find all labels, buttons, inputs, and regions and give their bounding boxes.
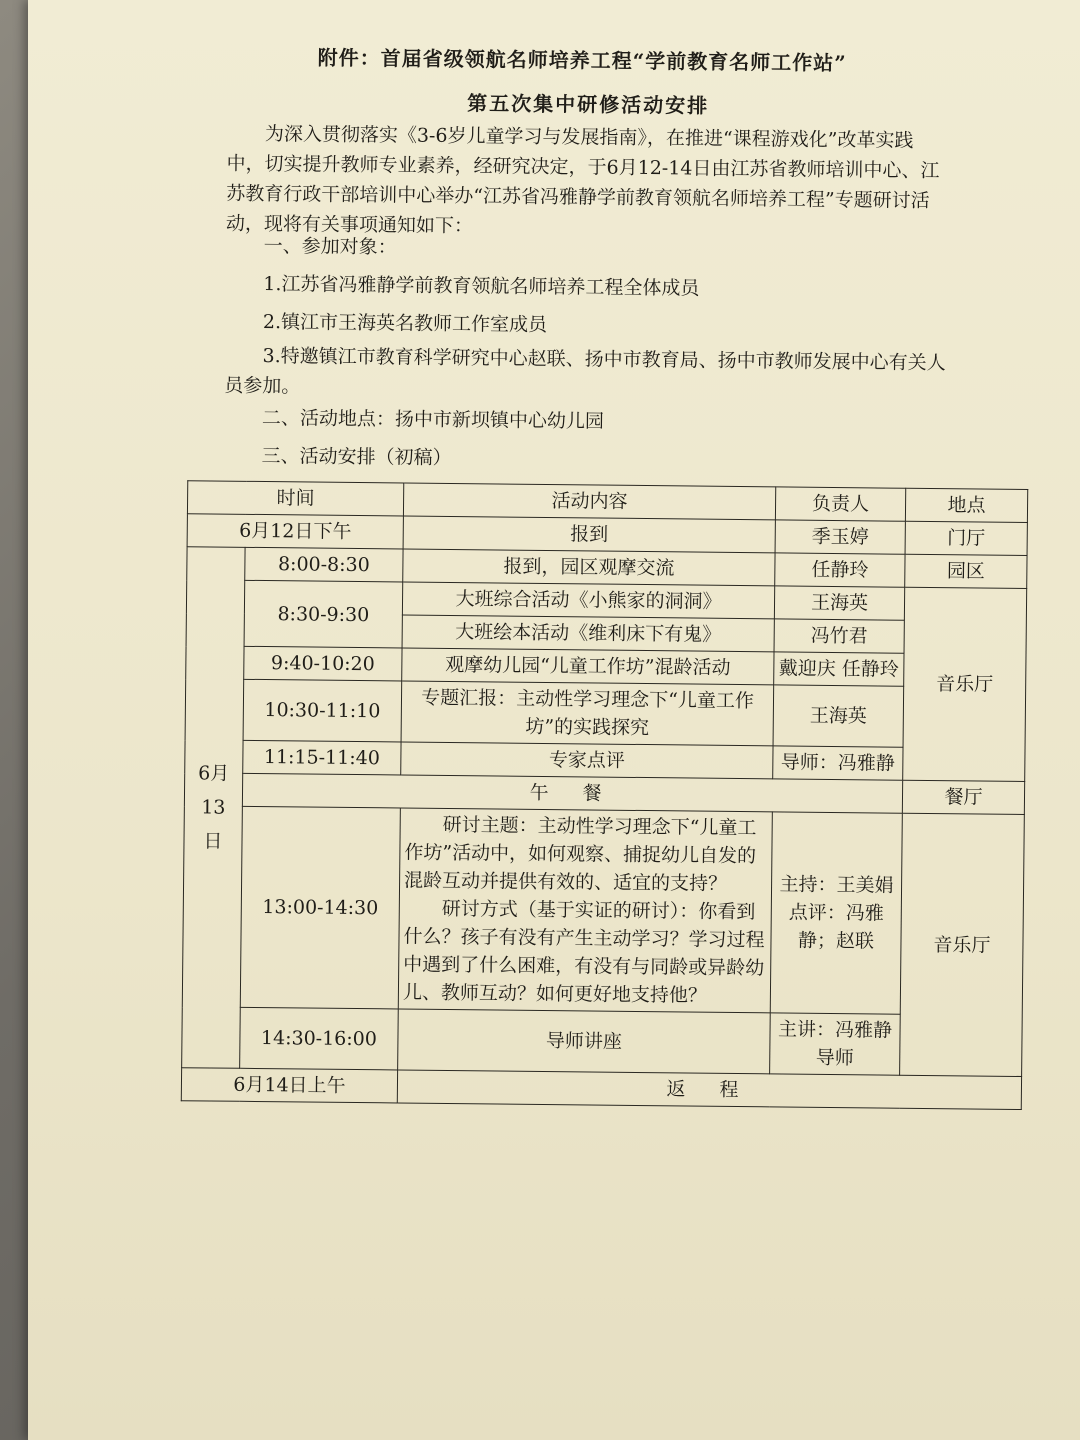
document-title-line1 (318, 42, 847, 77)
person-cell: 任静玲 (775, 553, 905, 587)
participant-item-3: 3.特邀镇江市教育科学研究中心赵联、扬中市教育局、扬中市教师发展中心有关人员参加。 (224, 345, 946, 398)
table-row (182, 806, 1024, 1016)
table-row (185, 679, 1026, 749)
title-text: 首届省级领航名师培养工程“学前教育名师工作站” (380, 46, 847, 76)
day12-content: 报到 (403, 516, 775, 553)
time-cell: 9:40-10:20 (244, 646, 402, 681)
time-cell: 10:30-11:10 (243, 679, 402, 742)
lunch-place: 餐厅 (902, 780, 1024, 814)
place-cell: 园区 (905, 554, 1027, 588)
person-cell: 主持：王美娟 点评：冯雅静；赵联 (770, 812, 902, 1014)
seminar-topic: 研讨主题：主动性学习理念下“儿童工作坊”活动中，如何观察、捕捉幼儿自发的混龄互动并提供有效的、适宜的支持？ (404, 813, 757, 895)
table-row (182, 1007, 1023, 1077)
time-cell: 11:15-11:40 (243, 740, 401, 775)
header-content: 活动内容 (403, 483, 775, 520)
day12-place: 门厅 (905, 521, 1027, 555)
participant-item-1: 1.江苏省冯雅静学前教育领航名师培养工程全体成员 (263, 273, 700, 300)
schedule-table (181, 480, 1028, 1110)
time-cell: 14:30-16:00 (240, 1007, 399, 1070)
attachment-label: 附件： (317, 45, 381, 71)
content-cell: 大班综合活动《小熊家的洞洞》 (402, 582, 774, 619)
document-title-line2: 第五次集中研修活动安排 (467, 91, 710, 118)
afternoon-place-cell: 音乐厅 (900, 813, 1025, 1076)
paper-sheet (28, 0, 1080, 1440)
day12-person: 季玉婷 (775, 520, 905, 554)
person-cell: 王海英 (773, 685, 904, 747)
content-cell: 报到，园区观摩交流 (403, 549, 775, 586)
day12-time: 6月12日下午 (187, 514, 403, 549)
time-cell: 8:30-9:30 (244, 580, 403, 648)
section-location: 二、活动地点：扬中市新坝镇中心幼儿园 (261, 407, 605, 433)
content-cell: 大班绘本活动《维利床下有鬼》 (402, 615, 774, 652)
time-cell: 13:00-14:30 (240, 806, 400, 1009)
person-cell: 导师：冯雅静 (773, 746, 903, 780)
participant-item-2: 2.镇江市王海英名教师工作室成员 (262, 311, 548, 336)
document-page (154, 30, 1037, 1329)
intro-paragraph: 为深入贯彻落实《3-6岁儿童学习与发展指南》，在推进“课程游戏化”改革实践中，切实提升教师专业素养，经研究决定，于6月12-14日由江苏省教师培训中心、江苏教育行政干部培训中心举办“江苏省冯雅静学前教育领航名师培养工程”专题研讨活动，现将有关事项通知如下： (225, 123, 940, 238)
section-schedule: 三、活动安排（初稿） (261, 445, 452, 469)
morning-place-cell: 音乐厅 (903, 587, 1027, 781)
person-cell: 主讲：冯雅静导师 (770, 1013, 901, 1075)
content-cell: 导师讲座 (398, 1009, 771, 1074)
day13-label-text: 6月13日 (198, 762, 230, 853)
header-place: 地点 (905, 488, 1027, 522)
seminar-content-cell (398, 808, 772, 1013)
person-cell: 冯竹君 (774, 619, 904, 653)
person-cell: 戴迎庆 任静玲 (774, 652, 904, 686)
header-person: 负责人 (775, 487, 905, 521)
seminar-method: 研讨方式（基于实证的研讨）：你看到什么？孩子有没有产生主动学习？学习过程中遇到了什么困难，有没有与同龄或异龄幼儿、教师互动？如何更好地支持他？ (402, 897, 765, 1007)
section-participants: 一、参加对象： (263, 235, 397, 259)
day13-label (182, 547, 245, 1069)
person-cell: 王海英 (774, 586, 904, 620)
time-cell: 8:00-8:30 (245, 547, 403, 582)
day14-content: 返 程 (397, 1070, 1021, 1110)
content-cell: 专家点评 (401, 742, 773, 779)
day14-time: 6月14日上午 (181, 1068, 397, 1103)
header-time: 时间 (187, 481, 403, 516)
lunch-label: 午 餐 (242, 773, 902, 813)
content-cell: 观摩幼儿园“儿童工作坊”混龄活动 (402, 648, 774, 685)
content-cell: 专题汇报：主动性学习理念下“儿童工作坊”的实践探究 (401, 681, 774, 746)
